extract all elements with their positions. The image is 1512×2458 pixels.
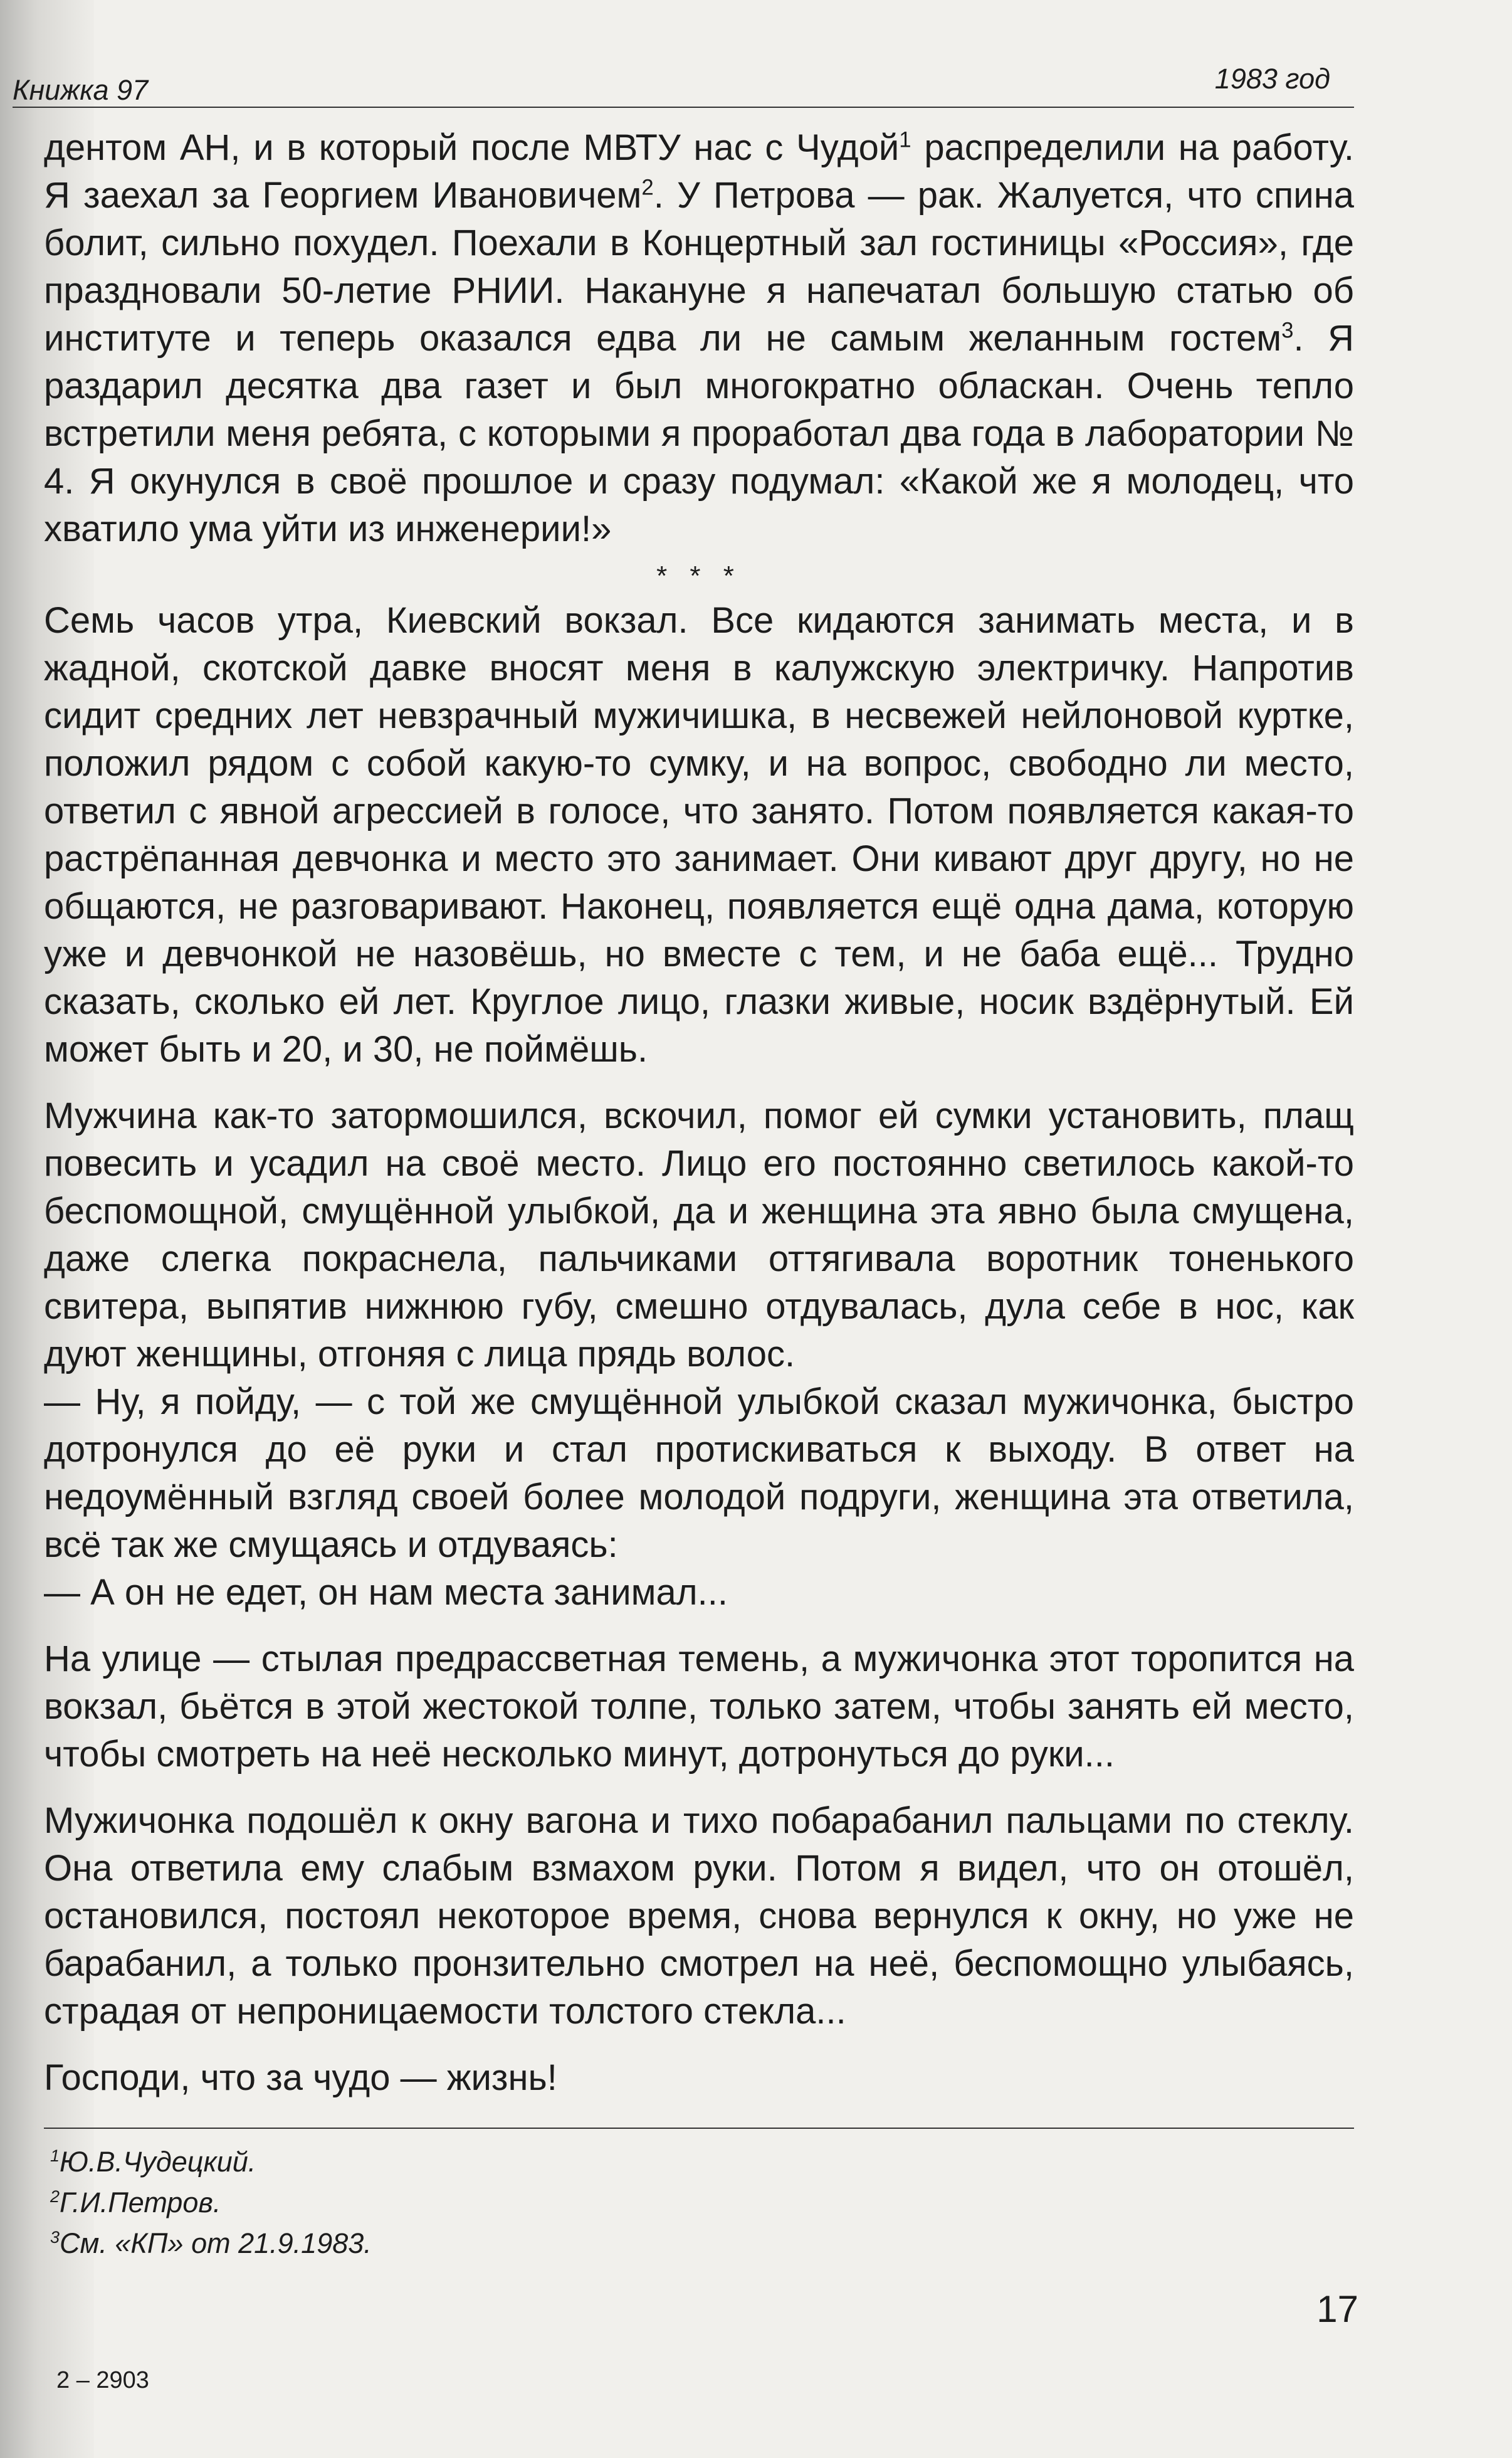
footnote-1-text: Ю.В.Чудецкий. (60, 2146, 256, 2178)
footnote-2 (50, 2182, 372, 2223)
printer-signature-mark: 2 – 2903 (56, 2367, 149, 2393)
footnote-3 (50, 2223, 372, 2264)
running-header-book-title: Книжка 97 (13, 74, 149, 106)
header-divider (13, 107, 1354, 108)
footnotes (50, 2141, 372, 2264)
footnote-ref-3: 3 (1281, 318, 1294, 343)
footnote-1 (50, 2141, 372, 2182)
paragraph-1-part-a: дентом АН, и в который после МВТУ нас с Чудой (44, 127, 900, 168)
paragraph-1 (44, 124, 1354, 553)
paragraph-1-part-c: . У Петрова — рак. Жалуется, что спина болит, сильно похудел. Поехали в Концертный зал гостиницы «Россия», где праздновали 50-летие РНИИ. Накануне я напечатал большую статью об институте и теперь оказался едва ли не самым желанным гостем (44, 175, 1354, 359)
paragraph-1-part-b: распределили на работу. Я заехал за Георгием Ивановичем (44, 127, 1355, 216)
footnote-2-text: Г.И.Петров. (60, 2186, 221, 2218)
paragraph-3: Мужчина как-то затормошился, вскочил, помог ей сумки установить, плащ повесить и усадил на своё место. Лицо его постоянно светилось какой-то беспомощной, смущённой улыбкой, да и женщина эта явно была смущена, даже слегка покраснела, пальчиками оттягивала воротник тоненького свитера, выпятив нижнюю губу, смешно отдувалась, дула себе в нос, как дуют женщины, отгоняя с лица прядь волос. (44, 1095, 1354, 1374)
page-number: 17 (1316, 2288, 1358, 2330)
main-text (44, 124, 1354, 2102)
section-separator: * * * (656, 561, 742, 591)
paragraph-8: Господи, что за чудо — жизнь! (44, 2057, 557, 2098)
paragraph-4: — Ну, я пойду, — с той же смущённой улыбкой сказал мужичонка, быстро дотронулся до её руки и стал протискиваться к выходу. В ответ на недоумённый взгляд своей более молодой подруги, женщина эта ответила, всё так же смущаясь и отдуваясь: (44, 1381, 1354, 1565)
footnote-ref-1: 1 (899, 127, 911, 152)
paragraph-5: — А он не едет, он нам места занимал... (44, 1572, 728, 1613)
footnote-2-mark: 2 (50, 2187, 60, 2206)
footnote-divider (44, 2128, 1354, 2129)
paragraph-7: Мужичонка подошёл к окну вагона и тихо побарабанил пальцами по стеклу. Она ответила ему слабым взмахом руки. Потом я видел, что он отошёл, остановился, постоял некоторое время, снова вернулся к окну, но уже не барабанил, а только пронзительно смотрел на неё, беспомощно улыбаясь, страдая от непроницаемости толстого стекла... (44, 1800, 1354, 2032)
footnote-1-mark: 1 (50, 2146, 60, 2165)
footnote-3-text: См. «КП» от 21.9.1983. (60, 2227, 372, 2259)
running-header-year: 1983 год (1214, 63, 1330, 95)
paragraph-1-part-d: . Я раздарил десятка два газет и был многократно обласкан. Очень тепло встретили меня ребята, с которыми я проработал два года в лаборатории № 4. Я окунулся в своё прошлое и сразу подумал: «Какой же я молодец, что хватило ума уйти из инженерии!» (44, 318, 1355, 549)
paragraph-2: Семь часов утра, Киевский вокзал. Все кидаются занимать места, и в жадной, скотской давке вносят меня в калужскую электричку. Напротив сидит средних лет невзрачный мужичишка, в несвежей нейлоновой куртке, положил рядом с собой какую-то сумку, и на вопрос, свободно ли место, ответил с явной агрессией в голосе, что занято. Потом появляется какая-то растрёпанная девчонка и место это занимает. Они кивают друг другу, но не общаются, не разговаривают. Наконец, появляется ещё одна дама, которую уже и девчонкой не назовёшь, но вместе с тем, и не баба ещё... Трудно сказать, сколько ей лет. Круглое лицо, глазки живые, носик вздёрнутый. Ей может быть и 20, и 30, не поймёшь. (44, 600, 1354, 1070)
footnote-3-mark: 3 (50, 2228, 60, 2247)
footnote-ref-2: 2 (641, 175, 654, 200)
paragraph-6: На улице — стылая предрассветная темень, а мужичонка этот торопится на вокзал, бьётся в этой жестокой толпе, только затем, чтобы занять ей место, чтобы смотреть на неё несколько минут, дотронуться до руки... (44, 1638, 1354, 1775)
